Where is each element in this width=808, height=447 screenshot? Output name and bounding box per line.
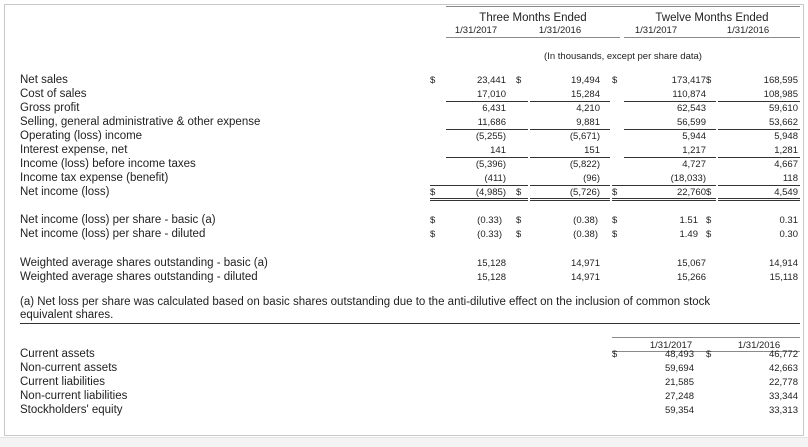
row-label: Weighted average shares outstanding - diluted bbox=[20, 271, 258, 283]
value-cell: 59,694 bbox=[664, 363, 694, 374]
date-col-3: 1/31/2017 bbox=[634, 25, 678, 36]
value-cell: 42,663 bbox=[768, 363, 798, 374]
dollar-sign: $ bbox=[706, 75, 712, 86]
value-cell: 33,313 bbox=[768, 405, 798, 416]
dollar-sign: $ bbox=[612, 229, 618, 240]
value-cell: 22,778 bbox=[768, 377, 798, 388]
row-label: Non-current liabilities bbox=[20, 390, 128, 402]
value-cell: (96) bbox=[583, 173, 600, 184]
value-cell: 15,067 bbox=[676, 258, 706, 269]
row-label: Operating (loss) income bbox=[20, 130, 143, 142]
row-label: Income tax expense (benefit) bbox=[20, 172, 169, 184]
row-label: Current assets bbox=[20, 348, 95, 360]
dollar-sign: $ bbox=[612, 215, 618, 226]
value-cell: (0.33) bbox=[477, 215, 502, 226]
value-cell: (5,396) bbox=[475, 159, 506, 170]
value-cell: (0.33) bbox=[477, 229, 502, 240]
footnote-underline bbox=[20, 323, 800, 324]
dollar-sign: $ bbox=[430, 229, 436, 240]
twelve-months-heading: Twelve Months Ended bbox=[655, 12, 769, 24]
value-cell: 14,971 bbox=[570, 258, 600, 269]
value-cell: 1.49 bbox=[679, 229, 698, 240]
dollar-sign: $ bbox=[706, 229, 712, 240]
bottom-strip bbox=[0, 437, 808, 447]
value-cell: 33,344 bbox=[768, 391, 798, 402]
three-months-heading: Three Months Ended bbox=[479, 12, 587, 24]
value-cell: 21,585 bbox=[664, 377, 694, 388]
footnote-line-1: (a) Net loss per share was calculated based on basic shares outstanding due to the anti-dilutive effect on the inclusion of common stock bbox=[20, 296, 711, 308]
value-cell: 5,948 bbox=[774, 131, 798, 142]
value-cell: 15,118 bbox=[769, 272, 798, 283]
value-cell: 23,441 bbox=[476, 75, 506, 86]
value-cell: 173,417 bbox=[671, 75, 706, 86]
row-label: Net income (loss) per share - basic (a) bbox=[20, 214, 216, 226]
value-cell: 1.51 bbox=[679, 215, 698, 226]
value-cell: 15,128 bbox=[476, 272, 506, 283]
value-cell: (18,033) bbox=[670, 173, 706, 184]
balance-top-rule bbox=[612, 337, 800, 338]
value-cell: 118 bbox=[782, 173, 798, 184]
row-label: Non-current assets bbox=[20, 362, 118, 374]
value-cell: 14,971 bbox=[570, 272, 600, 283]
value-cell: (5,726) bbox=[569, 187, 600, 198]
value-cell: 4,549 bbox=[774, 187, 798, 198]
value-cell: 17,010 bbox=[476, 89, 506, 100]
dollar-sign: $ bbox=[706, 187, 712, 198]
value-cell: (5,671) bbox=[569, 131, 600, 142]
row-label: Net sales bbox=[20, 74, 68, 86]
value-cell: 151 bbox=[584, 145, 600, 156]
dollar-sign: $ bbox=[706, 349, 712, 360]
dollar-sign: $ bbox=[516, 187, 522, 198]
row-label: Gross profit bbox=[20, 102, 80, 114]
value-cell: 59,610 bbox=[768, 103, 798, 114]
value-cell: 19,494 bbox=[570, 75, 600, 86]
value-cell: 59,354 bbox=[664, 405, 694, 416]
value-cell: 6,431 bbox=[482, 103, 506, 114]
row-label: Net income (loss) bbox=[20, 186, 110, 198]
value-cell: 15,284 bbox=[570, 89, 600, 100]
value-cell: 48,493 bbox=[664, 349, 694, 360]
dollar-sign: $ bbox=[430, 75, 436, 86]
value-cell: 62,543 bbox=[676, 103, 706, 114]
date-col-2: 1/31/2016 bbox=[538, 25, 582, 36]
value-cell: 1,281 bbox=[774, 145, 798, 156]
row-label: Selling, general administrative & other expense bbox=[20, 116, 261, 128]
row-label: Cost of sales bbox=[20, 88, 87, 100]
balance-date-1: 1/31/2017 bbox=[649, 340, 693, 351]
row-label: Weighted average shares outstanding - basic (a) bbox=[20, 257, 268, 269]
value-cell: 168,595 bbox=[763, 75, 798, 86]
value-cell: (5,822) bbox=[569, 159, 600, 170]
dollar-sign: $ bbox=[612, 187, 618, 198]
value-cell: 22,760 bbox=[676, 187, 706, 198]
value-cell: (5,255) bbox=[475, 131, 506, 142]
dollar-sign: $ bbox=[612, 349, 618, 360]
value-cell: 1,217 bbox=[682, 145, 706, 156]
value-cell: 9,881 bbox=[576, 117, 600, 128]
value-cell: 46,772 bbox=[768, 349, 798, 360]
date-col-4: 1/31/2016 bbox=[726, 25, 770, 36]
footnote-line-2: equivalent shares. bbox=[20, 309, 114, 321]
value-cell: 11,686 bbox=[477, 117, 506, 128]
dollar-sign: $ bbox=[430, 215, 436, 226]
row-label: Stockholders' equity bbox=[20, 404, 123, 416]
value-cell: 4,727 bbox=[682, 159, 706, 170]
header-underline-three bbox=[446, 37, 620, 38]
dollar-sign: $ bbox=[430, 187, 436, 198]
value-cell: 141 bbox=[490, 145, 506, 156]
value-cell: 0.30 bbox=[779, 229, 798, 240]
value-cell: (4,985) bbox=[475, 187, 506, 198]
value-cell: 4,210 bbox=[576, 103, 600, 114]
value-cell: 14,914 bbox=[768, 258, 798, 269]
dollar-sign: $ bbox=[516, 215, 522, 226]
row-label: Net income (loss) per share - diluted bbox=[20, 228, 206, 240]
balance-date-2: 1/31/2016 bbox=[737, 340, 781, 351]
dollar-sign: $ bbox=[516, 75, 522, 86]
value-cell: 53,662 bbox=[768, 117, 798, 128]
value-cell: 56,599 bbox=[676, 117, 706, 128]
header-top-rule bbox=[446, 6, 800, 7]
value-cell: 108,985 bbox=[763, 89, 798, 100]
value-cell: 15,128 bbox=[476, 258, 506, 269]
row-label: Income (loss) before income taxes bbox=[20, 158, 196, 170]
row-label: Current liabilities bbox=[20, 376, 106, 388]
value-cell: 5,944 bbox=[682, 131, 706, 142]
value-cell: 27,248 bbox=[664, 391, 694, 402]
value-cell: 4,667 bbox=[774, 159, 798, 170]
value-cell: (0.38) bbox=[573, 229, 598, 240]
dollar-sign: $ bbox=[516, 229, 522, 240]
row-label: Interest expense, net bbox=[20, 144, 128, 156]
value-cell: 110,874 bbox=[672, 89, 706, 100]
units-note: (In thousands, except per share data) bbox=[544, 51, 702, 62]
date-col-1: 1/31/2017 bbox=[454, 25, 498, 36]
value-cell: 0.31 bbox=[779, 215, 798, 226]
dollar-sign: $ bbox=[612, 75, 618, 86]
value-cell: 15,266 bbox=[676, 272, 706, 283]
value-cell: (411) bbox=[484, 173, 506, 184]
dollar-sign: $ bbox=[706, 215, 712, 226]
header-underline-twelve bbox=[624, 37, 800, 38]
value-cell: (0.38) bbox=[573, 215, 598, 226]
